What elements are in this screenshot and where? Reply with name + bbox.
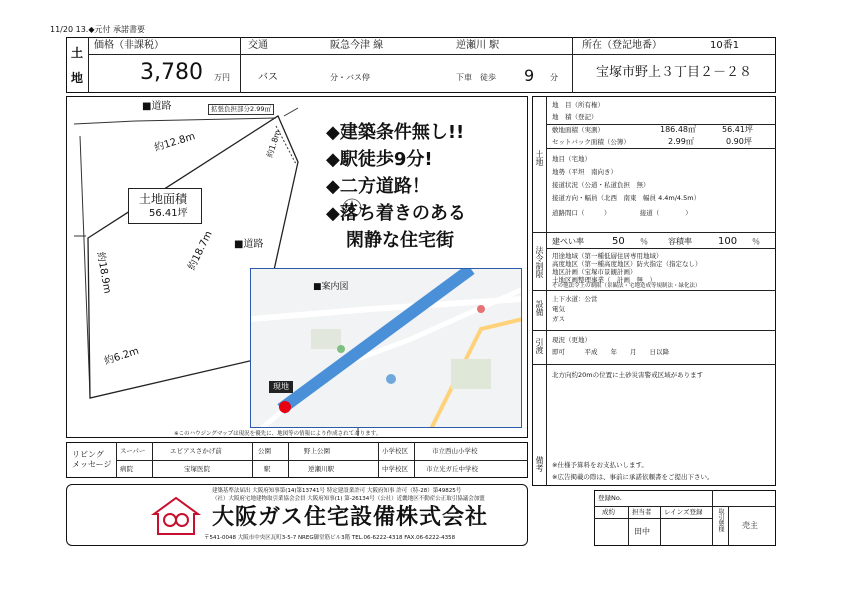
promo-line-5: 閑静な住宅街 [346,230,454,251]
station-name: 逆瀬川 駅 [456,40,500,51]
company-license-1: 建築基準法届出 大阪府知事第(14)第13741号 特定建設業許可 大阪府知事 許可（特-28）第49825号 [212,488,462,494]
site-marker-icon [279,401,291,413]
note-line: 北方向約20mの位置に土砂災害警戒区域があります [552,371,704,379]
address-label: 所在（登記地番） [582,40,662,51]
spec-kouzu-value: 186.48㎡ [660,125,696,134]
market-label: スーパー [120,447,146,455]
walk-unit: 分 [550,73,558,82]
company-license-2: （社）大阪府宅地建物取引業協会会員 大阪府知事(1) 第-26134号（公社）近畿地区不動産公正取引協議会加盟 [212,496,485,502]
zone-line-1: 用途地域（第一種低層住居専用地域） [552,252,663,260]
address-value: 宝塚市野上３丁目２－２８ [596,65,753,80]
company-name: 大阪ガス住宅設備株式会社 [212,505,489,530]
school1-value: 市立西山小学校 [432,447,478,455]
spec-setback-label: セットバック面積（公簿） [552,138,630,146]
promo-line-4: ◆落ち着きのある [326,203,466,224]
hospital-label: 病院 [120,465,133,473]
company-logo-icon [150,496,202,536]
note-bottom-2: ※広告掲載の際は、事前に承諾依頼書をご提出下さい。 [552,473,714,481]
spec-road-line-1: 地目（宅地） [552,155,591,163]
stamp-seiyaku: 成約 [602,508,615,516]
line-name: 阪急今津 線 [330,40,384,51]
station-label: 駅 [264,465,271,473]
bcr-label: 建ぺい率 [552,237,584,246]
school2-value: 市立光ガ丘中学校 [426,465,478,473]
hospital-value: 宝塚医院 [184,465,210,473]
school2-label: 中学校区 [382,465,408,473]
land-area-value: 56.41坪 [149,208,188,219]
lot-number: 10番1 [710,40,740,51]
side-label-land-2: 地 [71,71,84,85]
dim-top: 約12.8m [153,131,197,154]
road-right-label: ■道路 [234,239,264,250]
promo-line-2: ◆駅徒歩9分! [326,149,433,170]
market-value: エビアスさかげ前 [170,447,222,455]
side-label-land-1: 土 [71,46,84,60]
site-label: 現地 [269,381,293,393]
far-label: 容積率 [668,237,692,246]
promo-line-3: ◆二方道路！ [326,176,430,197]
facility-line-2: 電気 [552,305,565,313]
map-footnote: ※このハウジングマップは現況を優先に、地図等の情報により作成されております。 [174,431,382,437]
street-map-label: ■案内図 [313,282,349,292]
spec-label-land: 土地 [535,150,544,166]
spec-kanri: 地 積（登記） [552,113,598,121]
spec-kouzu-label: 敷地面積（実測） [552,126,604,134]
bcr-pct: ％ [640,237,648,246]
road-top-label: ■道路 [142,101,172,112]
spec-chimoku: 地 目（所有権） [552,101,604,109]
stamp-reins: レインズ登録 [664,508,703,516]
park-value: 野上公園 [304,447,330,455]
living-label: リビング メッセージ [72,450,112,469]
company-address: 〒541-0048 大阪市中央区瓦町3-5-7 NREG御堂筋ビル3階 TEL.06-6222-4318 FAX.06-6222-4358 [204,535,456,541]
setback-label: 拡張負担部分2.99㎡ [208,104,274,115]
stamp-tantou: 担当者 [632,508,652,516]
facility-line-1: 上下水道：公営 [552,295,598,303]
zone-line-2: 高度地区（第一種高度地区）防火指定（指定なし） [552,260,702,268]
bus-label: バス [258,72,278,83]
station-value: 逆瀬川駅 [308,465,334,473]
header-date-line: 11/20 13.◆元付 承諾書要 [50,25,146,34]
facility-line-3: ガス [552,315,565,323]
stamp-kaku: 取引態様 [717,508,724,532]
spec-setback-tsubo: 0.90坪 [726,137,752,146]
bcr-value: 50 [612,236,625,247]
price-value: 3,780 [140,60,203,85]
spec-label-facility: 設備 [535,300,544,316]
stamp-uri: 売主 [742,521,758,530]
traffic-label: 交通 [248,40,268,51]
walk-minutes: 9 [524,66,535,85]
school1-label: 小学校区 [382,447,408,455]
spec-road-line-5: 道路間口（ ） 接道（ ） [552,209,692,217]
far-value: 100 [718,236,738,247]
spec-label-law: 法令制限 [535,246,544,278]
spec-road-line-2: 地勢（平坦 南向き） [552,168,617,176]
price-unit: 万円 [214,73,230,82]
dim-right: 約18.7m [186,229,215,273]
spec-label-handover: 引渡 [535,338,544,354]
dim-right-top: 約1.8m [265,128,283,159]
land-area-title: 土地面積 [139,192,188,206]
promo-line-1: ◆建築条件無し!! [326,122,465,143]
park-label: 公園 [258,447,271,455]
bus-stop: 分・バス停 [330,73,370,82]
zone-line-3: 地区計画（宝塚市景観計画） [552,268,637,276]
land-area-box [128,188,202,224]
dim-left: 約18.9m [94,251,113,295]
walk-label: 下車 徒歩 [456,73,496,82]
spec-label-note: 備考 [535,456,544,472]
zone-line-4: 土地区画整理事業（ 計画 無 ） [552,276,656,284]
price-label: 価格（非課税） [94,40,164,51]
zone-line-5: その他法令上の制限（景観法・宅地造成等規制法・緑化法） [552,283,701,289]
dim-bottom: 約6.2m [103,345,141,368]
far-pct: ％ [752,237,760,246]
spec-kouzu-tsubo: 56.41坪 [722,125,753,134]
handover-line-2: 即可 平成 年 月 日以降 [552,348,669,356]
street-map [250,268,522,428]
spec-setback-value: 2.99㎡ [668,137,694,146]
stamp-reg-label: 登録No. [598,494,622,502]
stamp-tanaka: 田中 [634,527,650,536]
spec-road-line-3: 接道状況（公道・私道負担 無） [552,181,650,189]
note-bottom-1: ※仕様予算料をお支払いします。 [552,461,648,469]
spec-road-line-4: 接道方向・幅員（北西 南東 幅員 4.4m/4.5m） [552,194,701,202]
handover-line-1: 現況（更地） [552,336,591,344]
